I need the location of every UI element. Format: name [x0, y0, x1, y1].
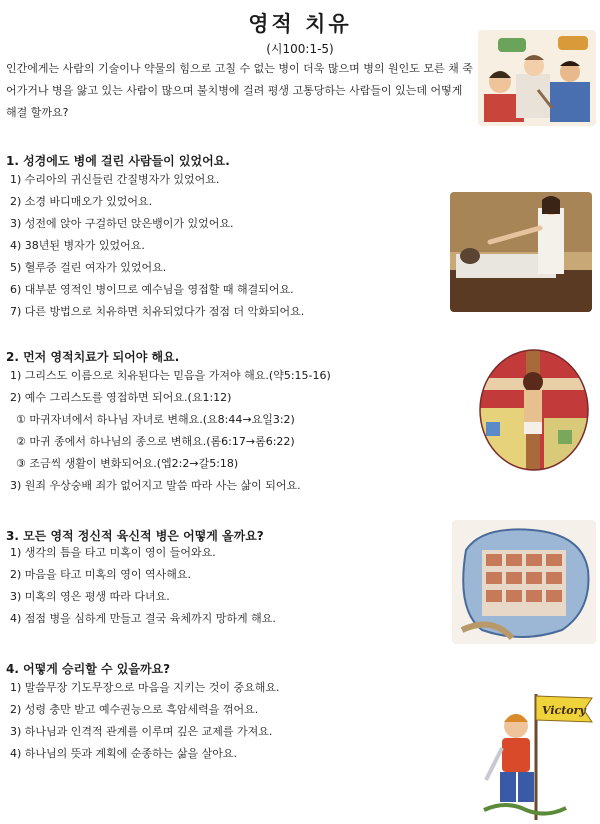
- list-item: ② 마귀 종에서 하나님의 종으로 변해요.(롬6:17→롬6:22): [16, 435, 295, 448]
- list-item: 1) 말씀무장 기도무장으로 마음을 지키는 것이 중요해요.: [10, 681, 280, 694]
- list-item: 1) 수리아의 귀신들린 간질병자가 있었어요.: [10, 173, 220, 186]
- intro-paragraph: 인간에게는 사람의 기술이나 약물의 힘으로 고칠 수 없는 병이 더욱 많으며 병의 원인도 모른 채 죽어가거나 병을 앓고 있는 사람이 많으며 불치병에 걸려 평생 고통당하는 사람들이 있는데 어떻게 해결 할까요?: [6, 62, 473, 119]
- list-item: 5) 혈루증 걸린 여자가 있었어요.: [10, 261, 167, 274]
- section-3-list: [10, 542, 276, 630]
- list-item: 3) 미혹의 영은 평생 따라 다녀요.: [10, 590, 170, 603]
- list-item: 1) 생각의 틈을 타고 미혹이 영이 들어와요.: [10, 546, 216, 559]
- section-1-title: 1. 성경에도 병에 걸린 사람들이 있었어요.: [6, 154, 230, 168]
- section-1-list: [10, 169, 304, 323]
- crucifixion-illustration: [478, 348, 590, 472]
- mind-illustration: [452, 520, 596, 644]
- sick-crowd-illustration: [478, 30, 596, 126]
- list-item: 4) 하나님의 뜻과 계획에 순종하는 삶을 살아요.: [10, 747, 238, 760]
- list-item: 4) 38년된 병자가 있었어요.: [10, 239, 145, 252]
- list-item: 3) 성전에 앉아 구걸하던 앉은뱅이가 있었어요.: [10, 217, 234, 230]
- section-2-title: 2. 먼저 영적치료가 되어야 해요.: [6, 350, 180, 364]
- list-item: ③ 조금씩 생활이 변화되어요.(엡2:2→갈5:18): [16, 457, 239, 470]
- list-item: 3) 원죄 우상숭배 죄가 없어지고 말씀 따라 사는 삶이 되어요.: [10, 479, 301, 492]
- victory-flag-text: Victory: [542, 704, 586, 717]
- scripture-reference: (시100:1-5): [266, 42, 334, 56]
- list-item: 6) 대부분 영적인 병이므로 예수님을 영접할 때 해결되어요.: [10, 283, 294, 296]
- list-item: 2) 소경 바디매오가 있었어요.: [10, 195, 153, 208]
- list-item: ① 마귀자녀에서 하나님 자녀로 변해요.(요8:44→요일3:2): [16, 413, 295, 426]
- list-item: 3) 하나님과 인격적 관계를 이루며 깊은 교제를 가져요.: [10, 725, 273, 738]
- section-4-list: [10, 677, 280, 765]
- list-item: 4) 점점 병을 심하게 만들고 결국 육체까지 망하게 해요.: [10, 612, 276, 625]
- section-4-title: 4. 어떻게 승리할 수 있을까요?: [6, 662, 171, 676]
- list-item: 2) 성령 충만 받고 예수권능으로 흑암세력을 꺾어요.: [10, 703, 259, 716]
- page-title: 영적 치유: [248, 12, 352, 36]
- healing-illustration: [450, 192, 592, 312]
- victory-illustration: [466, 684, 596, 820]
- section-3-title: 3. 모든 영적 정신적 육신적 병은 어떻게 올까요?: [6, 529, 264, 543]
- list-item: 1) 그리스도 이름으로 치유된다는 믿음을 가져야 해요.(약5:15-16): [10, 369, 331, 382]
- section-2-list: [10, 365, 331, 497]
- list-item: 2) 마음을 타고 미혹의 영이 역사해요.: [10, 568, 192, 581]
- list-item: 7) 다른 방법으로 치유하면 치유되었다가 점점 더 악화되어요.: [10, 305, 305, 318]
- list-item: 2) 예수 그리스도를 영접하면 되어요.(요1:12): [10, 391, 232, 404]
